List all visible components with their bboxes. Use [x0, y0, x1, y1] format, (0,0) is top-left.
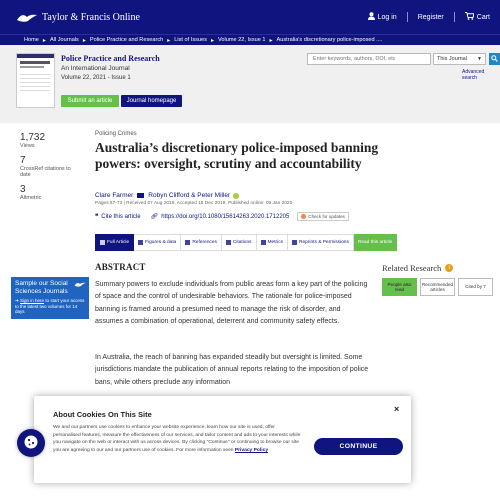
tab-citations[interactable] — [222, 234, 257, 251]
crossref-metric — [20, 156, 80, 178]
tab-label: Citations — [232, 240, 252, 245]
tab-metrics[interactable] — [257, 234, 288, 251]
chevron-right-icon: ▸ — [210, 37, 214, 44]
cookie-title: About Cookies On This Site — [53, 410, 152, 419]
tab-label: Figures & data — [145, 240, 177, 245]
views-metric — [20, 133, 45, 149]
email-icon[interactable] — [137, 193, 144, 198]
crossref-count: 7 — [20, 155, 26, 166]
abstract-paragraph: In Australia, the reach of banning has expanded steadily but oversight is limited. Some jurisdictions mandate the publication of annual reports relating to the imposition of police bans, while others preclude any information — [95, 354, 369, 386]
cite-article-link[interactable]: Cite this article — [101, 213, 141, 220]
bar-chart-icon — [261, 240, 266, 245]
brand-name: Taylor & Francis Online — [42, 11, 140, 23]
crossref-label[interactable]: CrossRef citations to date — [20, 166, 71, 178]
related-research-title: Related Research — [382, 263, 442, 273]
journal-title[interactable]: Police Practice and Research — [61, 54, 160, 63]
tab-cited-by[interactable]: Cited by 7 — [458, 278, 493, 296]
cart-label: Cart — [476, 13, 490, 21]
altmetric-label[interactable]: Altmetric — [20, 195, 42, 201]
chevron-right-icon: ▸ — [82, 37, 86, 44]
tab-label: Reprints & Permissions — [299, 240, 349, 245]
related-research-tabs — [382, 278, 493, 296]
author-list — [95, 192, 239, 199]
chevron-right-icon: ▸ — [42, 37, 46, 44]
journal-volume[interactable]: Volume 22, 2021 - Issue 1 — [61, 75, 131, 81]
abstract-heading: ABSTRACT — [95, 262, 146, 272]
divider — [407, 12, 408, 22]
views-label: Views — [20, 143, 35, 149]
breadcrumb-issues[interactable]: List of Issues — [174, 37, 207, 43]
tab-label: References — [192, 240, 217, 245]
divider — [454, 12, 455, 22]
breadcrumb-home[interactable]: Home — [24, 37, 39, 43]
breadcrumb-current: Australia's discretionary police-imposed .... — [276, 37, 383, 43]
tab-full-article[interactable] — [95, 234, 134, 251]
arrow-icon: ➔ — [15, 298, 21, 303]
article-type: Policing Crimes — [95, 131, 137, 137]
views-count: 1,732 — [20, 132, 46, 143]
login-link[interactable] — [368, 12, 397, 22]
author-link[interactable]: Clare Farmer — [95, 192, 134, 199]
cookie-banner — [34, 396, 411, 483]
link-icon: 🔗︎ — [150, 214, 159, 220]
login-label: Log in — [377, 13, 397, 21]
register-link[interactable]: Register — [417, 13, 444, 21]
close-icon[interactable]: × — [394, 404, 400, 414]
info-icon[interactable]: i — [445, 264, 453, 272]
abstract-paragraph: Summary powers to exclude individuals from public areas form a key part of the policing of space and the control of undesirable behaviors. The rationale for police-imposed banning is framed around a presumed need to manage the risk of disorder, and assumes a combination of operational, deterrent and community safety effects. — [95, 281, 368, 326]
search-scope-value: This Journal — [437, 56, 467, 62]
cart-icon — [465, 12, 474, 22]
tab-reprints[interactable] — [288, 234, 354, 251]
journal-cover-image[interactable] — [16, 53, 55, 108]
top-navbar — [0, 0, 500, 34]
tab-people-also-read[interactable]: People also read — [382, 278, 417, 296]
tab-label: Full Article — [107, 240, 130, 245]
crossmark-icon — [301, 214, 306, 219]
breadcrumb-journal[interactable]: Police Practice and Research — [89, 37, 164, 43]
journal-subtitle: An International Journal — [61, 65, 130, 72]
sample-cta — [15, 298, 85, 315]
search-icon — [491, 55, 498, 64]
references-icon — [185, 240, 190, 245]
altmetric-metric — [20, 185, 41, 201]
author-link[interactable]: Robyn Clifford & Peter Miller — [148, 192, 231, 199]
sample-journals-box[interactable] — [11, 277, 89, 319]
tab-label: Metrics — [267, 240, 283, 245]
continue-button[interactable]: CONTINUE — [314, 438, 403, 455]
related-research-heading — [382, 263, 453, 273]
breadcrumb-all-journals[interactable]: All Journals — [49, 37, 79, 43]
altmetric-count: 3 — [20, 184, 26, 195]
search-scope-select[interactable] — [433, 53, 486, 65]
search-button[interactable] — [489, 53, 500, 65]
cite-row — [95, 212, 349, 221]
article-dates: Pages 57-73 | Received 07 Aug 2019, Accepted 16 Dec 2019, Published online: 09 Jan 2020 — [95, 201, 293, 206]
sign-in-link[interactable]: Sign in here — [20, 298, 45, 303]
doi-link[interactable]: https://doi.org/10.1080/15614263.2020.1712205 — [161, 213, 290, 220]
lock-icon — [292, 240, 297, 245]
chevron-right-icon: ▸ — [167, 37, 171, 44]
cookie-text — [53, 424, 301, 454]
cookie-icon — [23, 434, 39, 452]
breadcrumb-volume[interactable]: Volume 22, Issue 1 — [217, 37, 266, 43]
chevron-right-icon: ▸ — [269, 37, 273, 44]
tab-recommended-articles[interactable]: Recommended articles — [420, 278, 455, 296]
document-icon — [100, 240, 105, 245]
sample-cta-text: to start your access to the latest two volumes for 14 days — [15, 298, 85, 314]
tf-logo-icon — [16, 10, 38, 24]
site-logo[interactable] — [16, 10, 140, 24]
cart-link[interactable] — [465, 12, 490, 22]
user-icon — [368, 12, 375, 22]
article-title: Australia’s discretionary police-imposed banning powers: oversight, scrutiny and accountability — [95, 140, 379, 171]
tf-logo-icon — [74, 280, 86, 288]
journal-header — [0, 45, 500, 123]
check-updates-label: Check for updates — [308, 214, 345, 219]
cookie-body: We and our partners use cookies to enhance your website experience, learn how our site is used, offer personalised features, measure the effectiveness of our services, and tailor content and ads to your interests while you navigate on the web or interact with us across devices. By clicking "Continue" or continuing to browse our site you are agreeing to our and our partners use of cookies. For more information seen — [53, 425, 301, 453]
chevron-down-icon: ▼ — [477, 56, 482, 62]
quote-icon — [226, 240, 231, 245]
advanced-search-link[interactable]: Advanced search — [462, 69, 485, 81]
breadcrumb — [0, 34, 500, 45]
journal-homepage-button[interactable]: Journal homepage — [121, 95, 182, 107]
tab-figures[interactable] — [134, 234, 181, 251]
quote-icon: ❝ — [95, 214, 99, 220]
search-input[interactable] — [307, 53, 431, 65]
submit-article-button[interactable]: Submit an article — [61, 95, 119, 107]
privacy-policy-link[interactable]: Privacy Policy — [234, 447, 269, 453]
tab-references[interactable] — [181, 234, 222, 251]
orcid-icon[interactable] — [233, 193, 239, 199]
sample-title: Sample our Social Sciences Journals — [15, 280, 68, 295]
cookie-settings-button[interactable] — [17, 429, 45, 457]
article-tabs — [95, 234, 397, 251]
image-icon — [138, 240, 143, 245]
tab-read-article[interactable]: Read this article — [354, 234, 397, 251]
check-updates-button[interactable] — [297, 212, 349, 221]
